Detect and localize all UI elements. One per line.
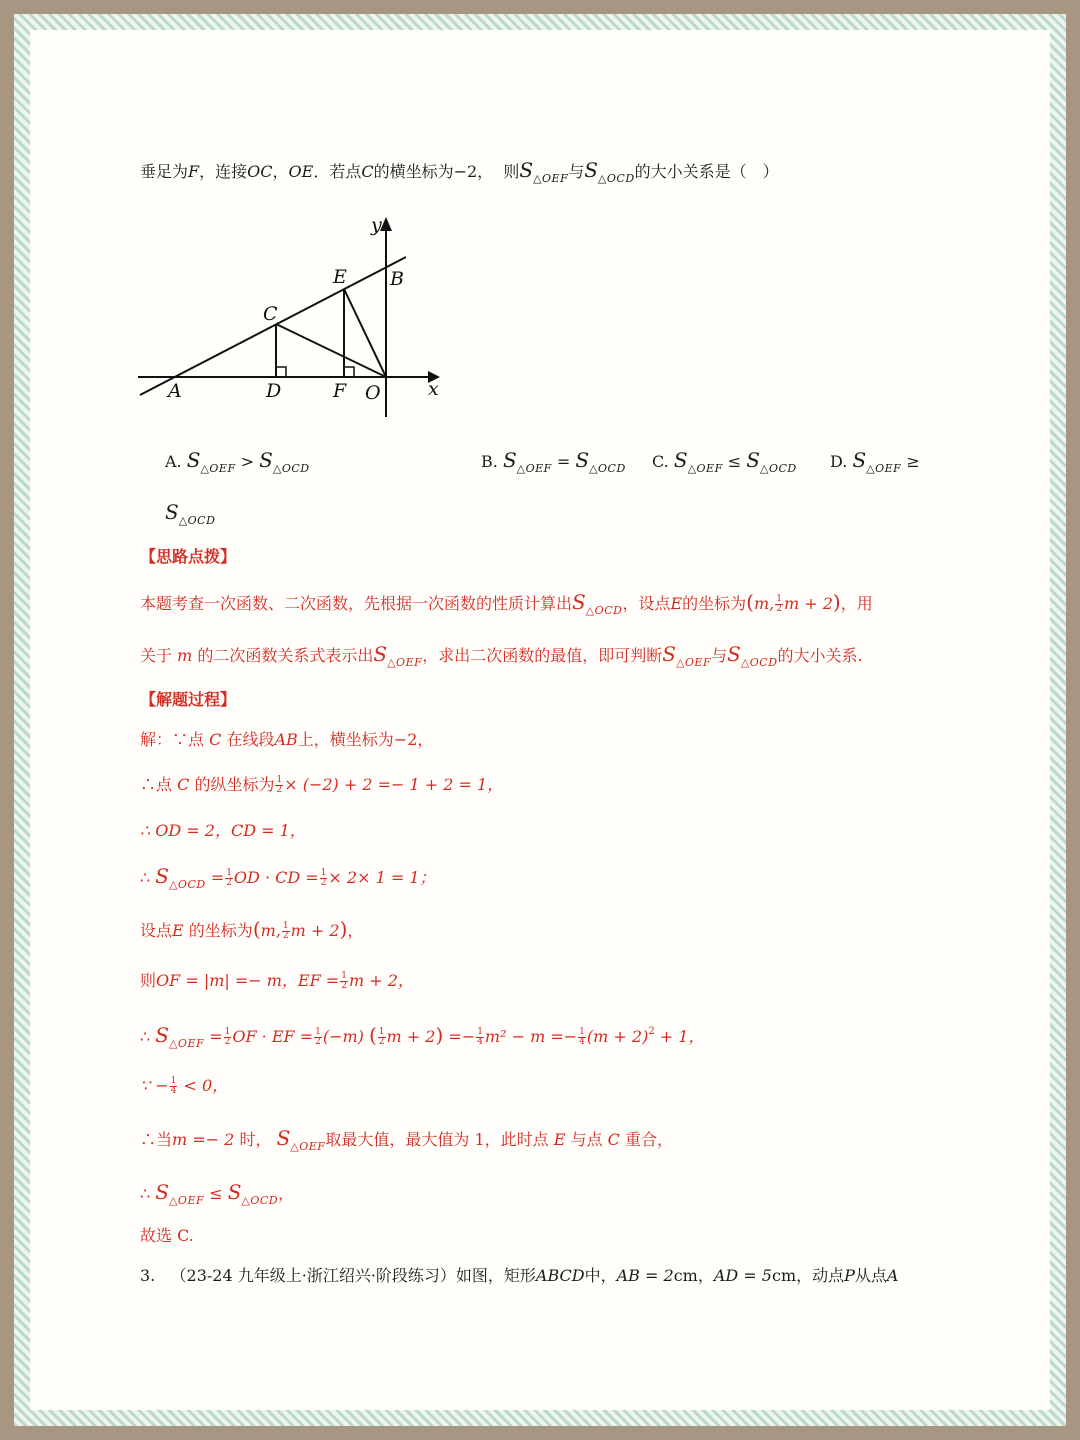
solution-line-1: 解：∵点 C 在线段AB上，横坐标为−2， bbox=[140, 730, 434, 749]
label-O: O bbox=[365, 382, 381, 404]
geometry-figure bbox=[130, 205, 460, 430]
label-y: y bbox=[371, 214, 382, 236]
solution-line-2: ∴点 C 的纵坐标为 $\frac{1}{2}$ × (−2) + 2 =− 1 + 2 = 1， bbox=[140, 775, 504, 795]
label-D: D bbox=[266, 380, 282, 402]
solution-line-11: 故选 C. bbox=[140, 1226, 194, 1245]
option-d-continued: $S_{\triangle OCD}$ bbox=[165, 500, 216, 527]
solution-line-4: ∴ $S_{\triangle OCD}$ = $\frac{1}{2}$ OD · CD = $\frac{1}{2}$ × 2× 1 = 1； bbox=[140, 864, 436, 891]
solution-line-3: ∴ OD = 2，CD = 1， bbox=[140, 821, 306, 840]
solution-heading: 【解题过程】 bbox=[140, 690, 237, 709]
next-question: 3. （23-24 九年级上·浙江绍兴·阶段练习）如图，矩形ABCD中，AB = 2cm，AD = 5cm，动点P从点A bbox=[140, 1266, 899, 1285]
label-B: B bbox=[390, 268, 404, 290]
question-stem: 垂足为F，连接OC，OE．若点C的横坐标为−2， 则$S_{\triangle OEF}$与$S_{\triangle OCD}$的大小关系是（ ） bbox=[140, 158, 779, 185]
label-F: F bbox=[333, 380, 347, 402]
solution-line-5: 设点E 的坐标为(m, $\frac{1}{2}$ m + 2)， bbox=[140, 917, 364, 941]
label-E: E bbox=[333, 266, 347, 288]
solution-line-8: ∵ − $\frac{1}{4}$ < 0， bbox=[140, 1076, 229, 1096]
option-d[interactable]: D. $S_{\triangle OEF}$ ≥ bbox=[830, 448, 920, 475]
solution-line-7: ∴ $S_{\triangle OEF}$ = $\frac{1}{2}$ OF · EF = $\frac{1}{2}$ (−m) ( $\frac{1}{2}$ m + 2) =− $\frac{1}{4}$ m² − m =− $\frac{1}{4}$ $(m + 2)^2 + 1$， bbox=[140, 1023, 705, 1050]
option-a[interactable]: A. $S_{\triangle OEF} > S_{\triangle OCD}$ bbox=[165, 448, 310, 475]
hint-line-1: 本题考查一次函数、二次函数，先根据一次函数的性质计算出$S_{\triangle OCD}$，设点E的坐标为(m, $\frac{1}{2}$ m + 2)，用 bbox=[140, 590, 873, 617]
option-c[interactable]: C. $S_{\triangle OEF} \le S_{\triangle OCD}$ bbox=[652, 448, 797, 475]
label-A: A bbox=[168, 380, 182, 402]
label-x: x bbox=[428, 378, 439, 400]
label-C: C bbox=[263, 303, 278, 325]
hint-heading: 【思路点拨】 bbox=[140, 547, 237, 566]
solution-line-9: ∴当m =− 2 时， $S_{\triangle OEF}$取最大值，最大值为 1，此时点 E 与点 C 重合， bbox=[140, 1126, 674, 1153]
solution-line-6: 则OF = |m| =− m，EF = $\frac{1}{2}$ m + 2， bbox=[140, 971, 414, 991]
solution-line-10: ∴ $S_{\triangle OEF} \le S_{\triangle OCD}$， bbox=[140, 1180, 295, 1207]
y-axis-arrow bbox=[380, 217, 392, 231]
option-b[interactable]: B. $S_{\triangle OEF} = S_{\triangle OCD}$ bbox=[481, 448, 626, 475]
hint-line-2: 关于 m 的二次函数关系式表示出$S_{\triangle OEF}$，求出二次函数的最值，即可判断$S_{\triangle OEF}$与$S_{\triangle OCD}$的大小关系. bbox=[140, 642, 863, 669]
